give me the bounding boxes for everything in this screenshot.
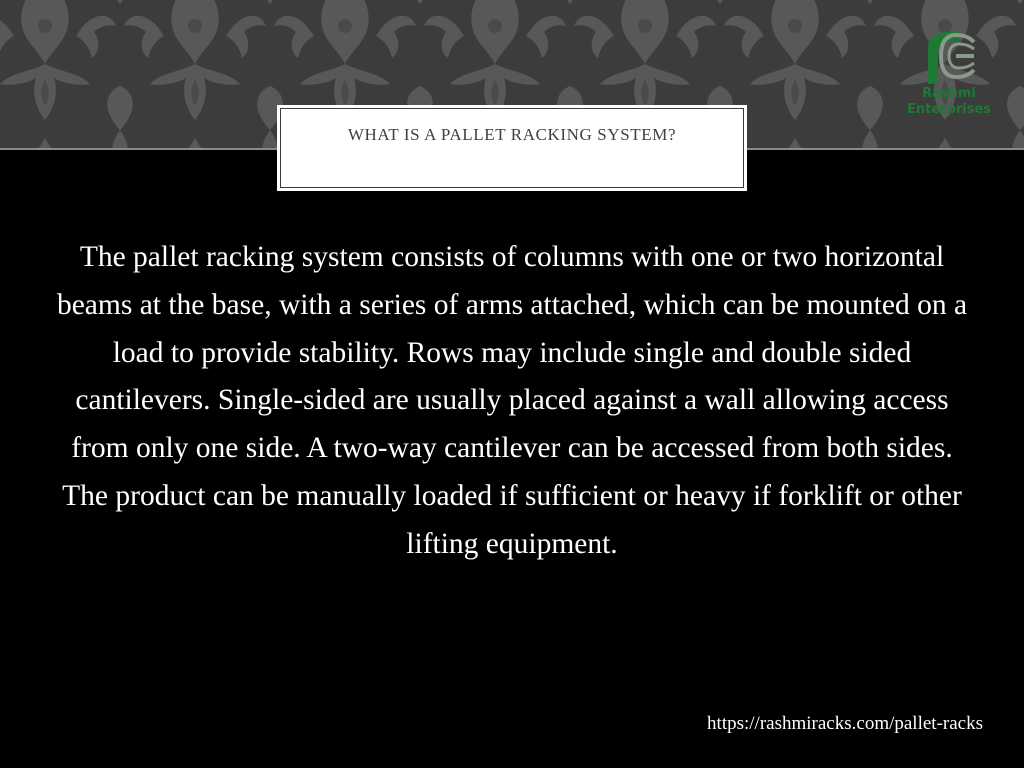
title-box xyxy=(277,105,747,191)
slide-title: WHAT IS A PALLET RACKING SYSTEM? xyxy=(347,125,677,144)
slide-body-text: The pallet racking system consists of columns with one or two horizontal beams at the base, with a series of arms attached, which can be mounted on a load to provide stability. Rows may include single and double sided cantilevers. Single-sided are usually placed against a wall allowing access from only one side. A two-way cantilever can be accessed from both sides. The product can be manually loaded if sufficient or heavy if forklift or other lifting equipment. xyxy=(56,241,968,560)
company-logo xyxy=(898,30,1000,126)
source-url-link[interactable]: https://rashmiracks.com/pallet-racks xyxy=(707,713,983,734)
logo-name-line2: Enterprises xyxy=(906,102,992,117)
rashmi-rc-logo-icon xyxy=(920,30,976,86)
logo-name-line1: Rashmi xyxy=(922,86,976,101)
